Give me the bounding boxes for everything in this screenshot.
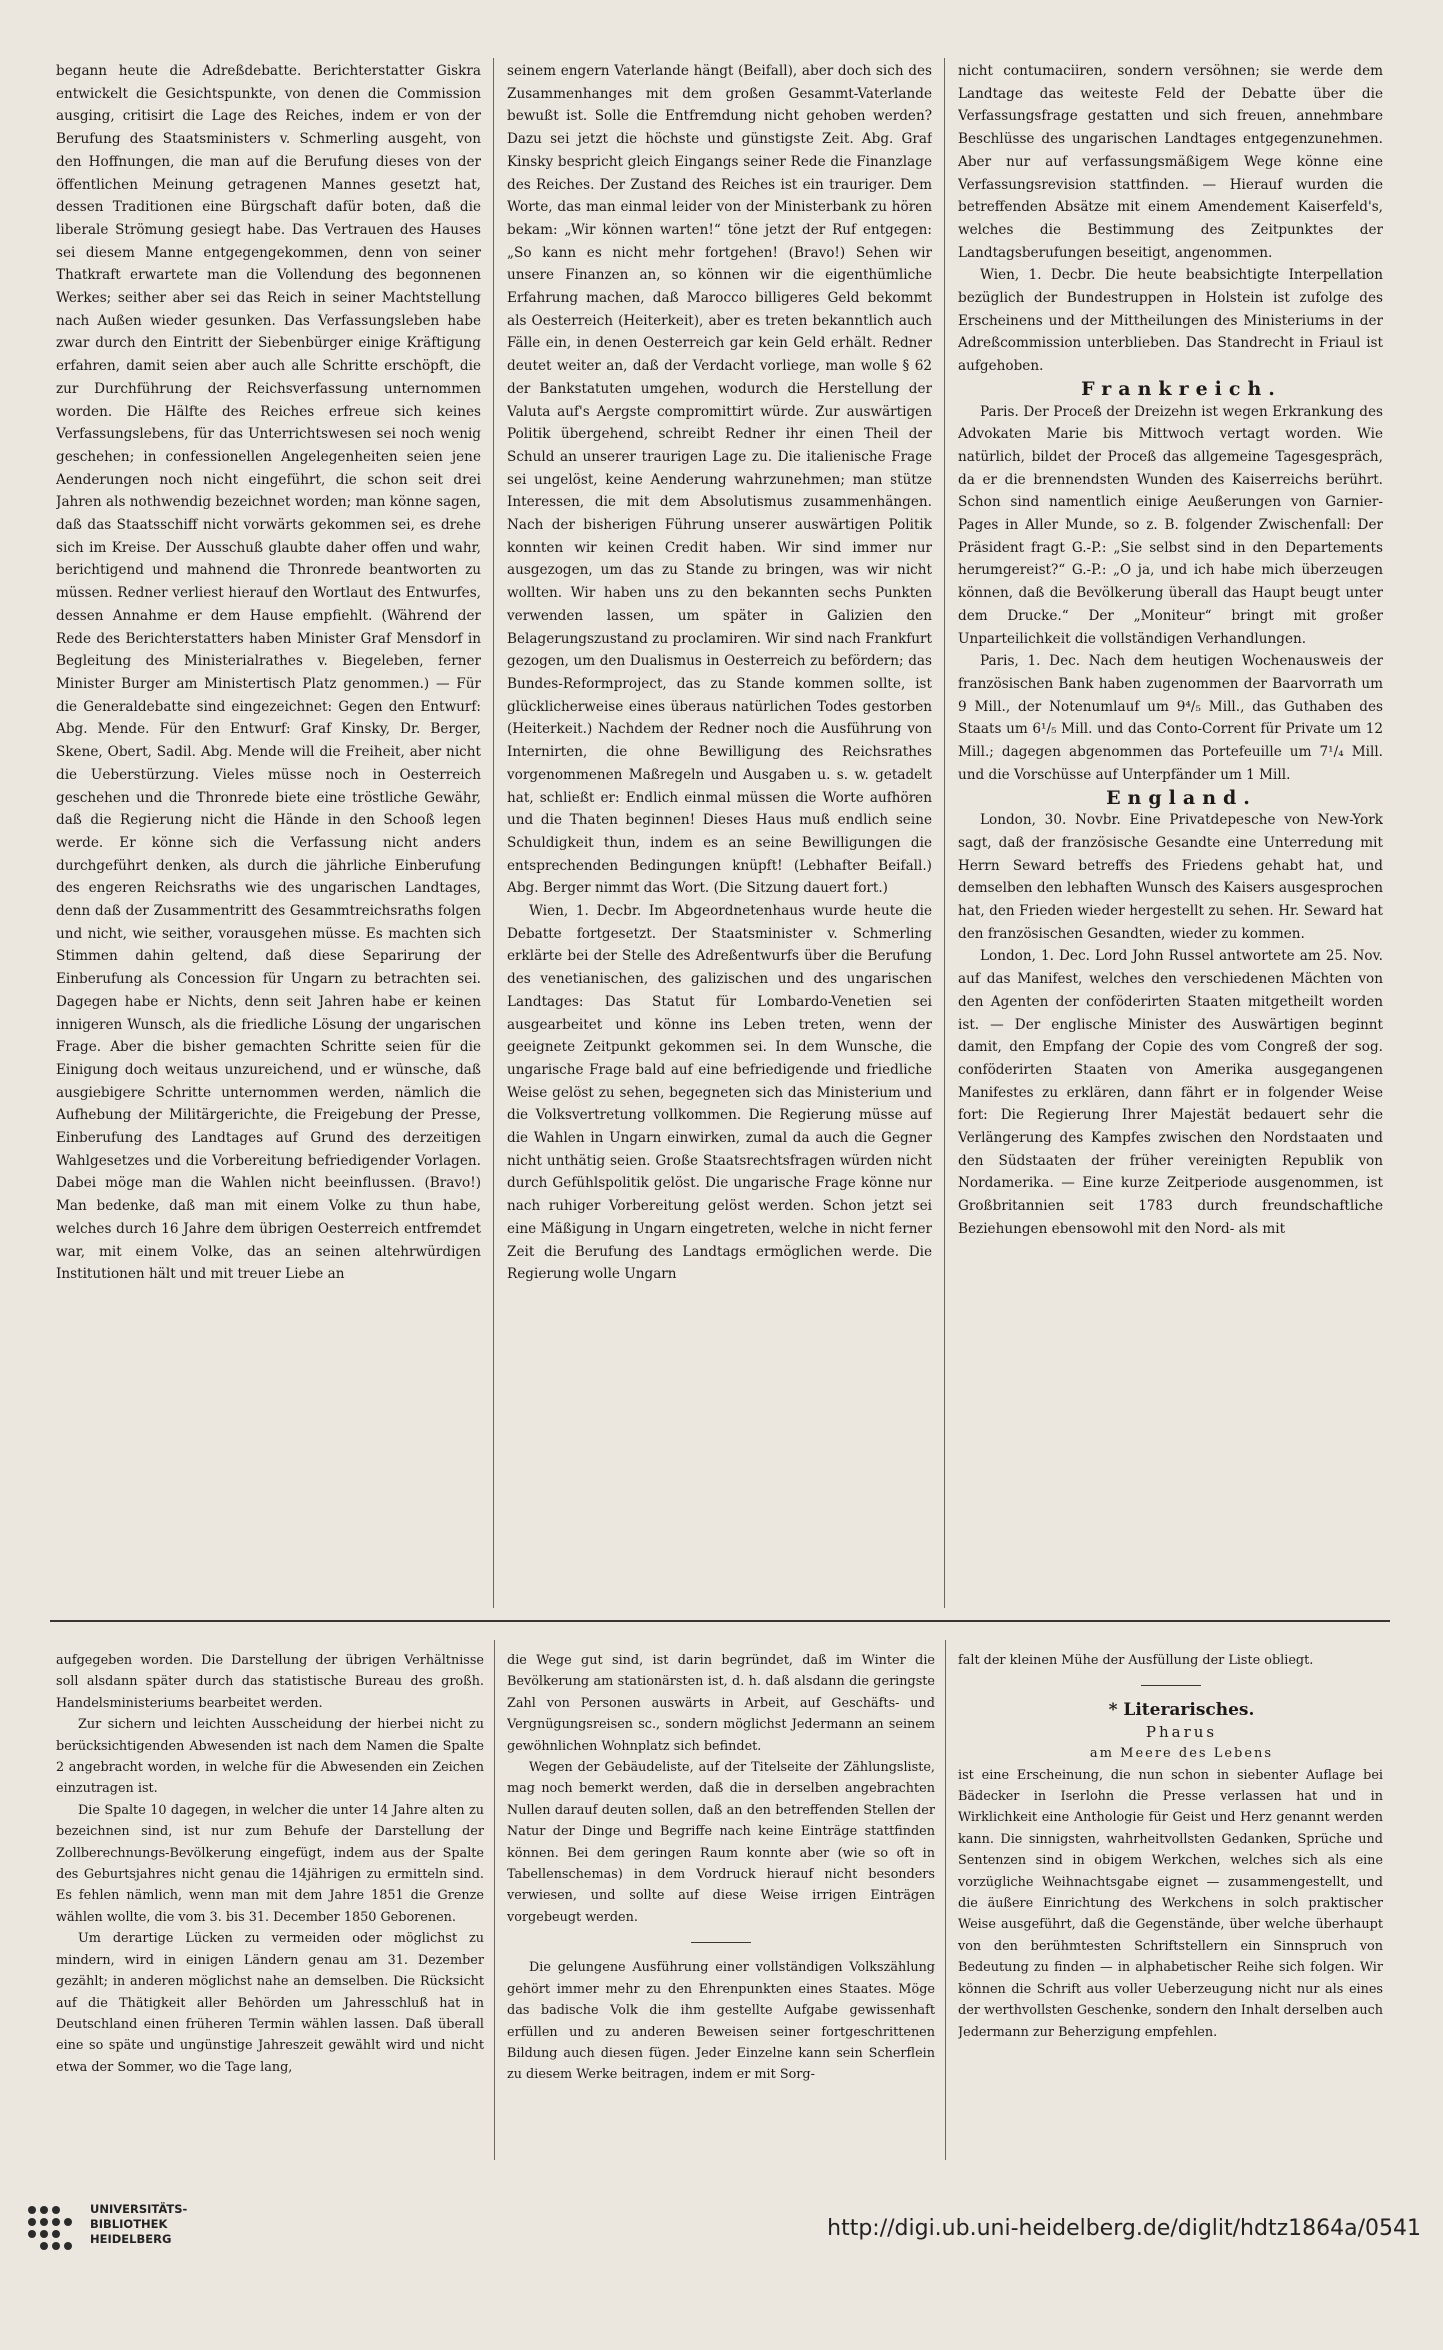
section-separator xyxy=(50,1620,1390,1622)
bottom-divider-1 xyxy=(494,1640,495,2160)
library-name-line-1: UNIVERSITÄTS- xyxy=(90,2202,188,2216)
gebaeudeliste-paragraph: Wegen der Gebäudeliste, auf der Titelseite der Zählungsliste, mag noch bemerkt werden, daß die in derselben angebrachten Nullen darauf deuten sollen, daß an den betreffenden Stellen der Natur der Dinge und Begriffe nach keine Einträge stattfinden können. Bei dem geringen Raum konnte aber (wie so oft in Tabellenschemas) in dem Vordruck hierauf nicht besonders verwiesen, und sollte auf diese Weise irrigen Einträgen vorgebeugt werden. xyxy=(507,1760,935,1925)
column-3 xyxy=(958,60,1383,1600)
volkszaehlung-paragraph-4: Um derartige Lücken zu vermeiden oder möglichst zu mindern, wird in einigen Ländern genau am 31. Dezember gezählt; in anderen möglichst nahe an demselben. Die Rücksicht auf die Thätigkeit aller Behörden um Jahresschluß hat in Deutschland einen früheren Termin wählen lassen. Daß überall eine so späte und ungünstige Jahreszeit gewählt wird und nicht etwa der Sommer, wo die Tage lang, xyxy=(56,1931,484,2075)
library-name-line-3: HEIDELBERG xyxy=(90,2232,172,2246)
article-paris-1: Paris. Der Proceß der Dreizehn ist wegen Erkrankung des Advokaten Marie bis Mittwoch vertagt worden. Wie natürlich, bildet der Proceß das allgemeine Tagesgespräch, da er die brennendsten Wunden des Kaiserreichs berührt. Schon sind namentlich einige Aeußerungen von Garnier-Pages in Aller Munde, so z. B. folgender Zwischenfall: Der Präsident fragt G.-P.: „Sie selbst sind in den Departements herumgereist?“ G.-P.: „O ja, und ich habe mich überzeugen können, daß die Bevölkerung überall das Haupt beugt unter dem Drucke.“ Der „Moniteur“ bringt mit großer Unparteilichkeit die vollständigen Verhandlungen. xyxy=(958,403,1383,647)
article-london-1: London, 30. Novbr. Eine Privatdepesche von New-York sagt, daß der französische Gesandte eine Unterredung mit Herrn Seward betreffs des Friedens gehabt hat, und demselben den lebhaften Wunsch des Kaisers ausgesprochen hat, den Frieden wieder hergestellt zu sehen. Hr. Seward hat den französischen Gesandten, wieder zu kommen. xyxy=(958,812,1383,942)
volkszaehlung-paragraph-5: die Wege gut sind, ist darin begründet, daß im Winter die Bevölkerung am stationärsten ist, d. h. daß alsdann die geringste Zahl von Personen auswärts in Arbeit, auf Geschäfts- und Vergnügungsreisen sc., sondern möglichst Jedermann an seinem gewöhnlichen Wohnplatz sich befindet. xyxy=(507,1653,935,1754)
article-wien-1: Wien, 1. Decbr. Im Abgeordnetenhaus wurde heute die Debatte fortgesetzt. Der Staatsminister v. Schmerling erklärte bei der Stelle des Adreßentwurfs über die Berufung des venetianischen, des galizischen und des ungarischen Landtages: Das Statut für Lombardo-Venetien sei ausgearbeitet und könne ins Leben treten, wenn der geeignete Zeitpunkt gekommen sei. In dem Wunsche, die ungarische Frage bald auf eine befriedigende und friedliche Weise gelöst zu sehen, begegneten sich das Ministerium und die Volksvertretung vollkommen. Die Regierung müsse auf die Wahlen in Ungarn einwirken, zumal da auch die Gegner nicht unthätig seien. Große Staatsrechtsfragen würden nicht durch Gefühlspolitik gelöst. Die ungarische Frage könne nur nach ruhiger Vorbereitung gelöst werden. Schon jetzt sei eine Mäßigung in Ungarn eingetreten, welche in nicht ferner Zeit die Berufung des Landtags ermöglichen werde. Die Regierung wolle Ungarn xyxy=(507,903,932,1283)
literary-heading: * Literarisches. xyxy=(1108,1700,1255,1721)
column-divider-1 xyxy=(493,58,494,1608)
source-url[interactable]: http://digi.ub.uni-heidelberg.de/diglit/hdtz1864a/0541 xyxy=(827,2216,1421,2241)
library-name-line-2: BIBLIOTHEK xyxy=(90,2217,168,2231)
article-continuation-2: nicht contumaciiren, sondern versöhnen; sie werde dem Landtage das weiteste Feld der Debatte über die Verfassungsfrage gestatten und sich freuen, annehmbare Beschlüsse des ungarischen Landtages entgegenzunehmen. Aber nur auf verfassungsmäßigem Wege könne eine Verfassungsrevision stattfinden. — Hierauf wurden die betreffenden Absätze mit einem Amendement Kaiserfeld's, welches die Bestimmung des Zeitpunktes der Landtagsberufungen beseitigt, angenommen. xyxy=(958,63,1383,261)
book-subtitle: am Meere des Lebens xyxy=(1089,1746,1274,1762)
closing-appeal-paragraph: Die gelungene Ausführung einer vollständigen Volkszählung gehört immer mehr zu den Ehrenpunkten eines Staates. Möge das badische Volk die ihm gestellte Aufgabe gewissenhaft erfüllen und zu anderen Beweisen seiner fortgeschrittenen Bildung auch diesen fügen. Jeder Einzelne kann sein Scherflein zu diesem Werke beitragen, indem er mit Sorg- xyxy=(507,1960,935,2083)
article-wien-2: Wien, 1. Decbr. Die heute beabsichtigte Interpellation bezüglich der Bundestruppen in Holstein ist zufolge des Erscheinens und der Mittheilungen des Ministeriums in der Adreßcommission unterblieben. Das Standrecht in Friaul ist aufgehoben. xyxy=(958,267,1383,375)
article-continuation: seinem engern Vaterlande hängt (Beifall), aber doch sich des Zusammenhanges mit dem großen Gesammt-Vaterlande bewußt ist. Solle die Entfremdung nicht gehoben werden? Dazu sei jetzt die höchste und günstigste Zeit. Abg. Graf Kinsky bespricht gleich Eingangs seiner Rede die Finanzlage des Reiches. Der Zustand des Reiches ist ein trauriger. Dem Worte, das man einmal leider von der Ministerbank zu hören bekam: „Wir können warten!“ töne jetzt der Ruf entgegen: „So kann es nicht mehr fortgehen! (Bravo!) Sehen wir unsere Finanzen an, so können wir die eigenthümliche Erfahrung machen, daß Marocco billigeres Geld bekommt als Oesterreich (Heiterkeit), aber es treten bekanntlich auch Fälle ein, in denen Oesterreich gar kein Geld erhält. Redner deutet weiter an, daß der Verdacht vorliege, man wolle § 62 der Bankstatuten umgehen, wodurch die Herstellung der Valuta auf's Aergste compromittirt würde. Zur auswärtigen Politik übergehend, schreibt Redner ihr einen Theil der Schuld an unserer traurigen Lage zu. Die italienische Frage sei ungelöst, keine Aenderung wahrzunehmen; man stütze Interessen, die mit dem Absolutismus zusammenhängen. Nach der bisherigen Führung unserer auswärtigen Politik konnten wir keinen Credit haben. Wir sind immer nur ausgezogen, um das zu Stande zu bringen, was wir nicht wollten. Wir haben uns zu den bekannten sechs Punkten verwenden lassen, um später in Galizien den Belagerungszustand zu proclamiren. Wir sind nach Frankfurt gezogen, um den Dualismus in Oesterreich zu befördern; das Bundes-Reformproject, das zu Stande kommen sollte, ist glücklicherweise eines überaus natürlichen Todes gestorben (Heiterkeit.) Nachdem der Redner noch die Ausführung von Internirten, die ohne Bewilligung des Reichsrathes vorgenommenen Maßregeln und Ausgaben u. s. w. getadelt hat, schließt er: Endlich einmal müssen die Worte aufhören und die Thaten beginnen! Dieses Haus muß endlich seine Schuldigkeit thun, indem es an seine Bewilligungen die entsprechenden Bedingungen knüpft! (Lebhafter Beifall.) Abg. Berger nimmt das Wort. (Die Sitzung dauert fort.) xyxy=(507,63,932,897)
article-paris-2: Paris, 1. Dec. Nach dem heutigen Wochenausweis der französischen Bank haben zugenommen der Baarvorrath um 9 Mill., der Notenumlauf um 9⁴/₅ Mill., das Guthaben des Staats um 6¹/₅ Mill. und das Conto-Corrent für Private um 12 Mill.; dagegen abgenommen das Portefeuille um 7¹/₄ Mill. und die Vorschüsse auf Unterpfänder um 1 Mill. xyxy=(958,653,1383,783)
column-divider-2 xyxy=(944,58,945,1608)
article-adressdebatte: begann heute die Adreßdebatte. Berichterstatter Giskra entwickelt die Gesichtspunkte, von denen die Commission ausging, critisirt die Lage des Reiches, indem er von der Berufung des Staatsministers v. Schmerling ausgeht, von den Hoffnungen, die man auf die Berufung dieses von der öffentlichen Meinung getragenen Mannes gesetzt hat, dessen Traditionen eine Bürgschaft dafür boten, daß die liberale Strömung gesiegt habe. Das Vertrauen des Hauses sei diesem Manne entgegengekommen, denn von seiner Thatkraft erwartete man die Vollendung des begonnenen Werkes; seither aber sei das Reich in seiner Machtstellung nach Außen wieder gesunken. Das Verfassungsleben habe zwar durch den Eintritt der Siebenbürger einige Kräftigung erfahren, damit seien aber auch alle Schritte erschöpft, die zur Durchführung der Reichsverfassung unternommen worden. Die Hälfte des Reiches erfreue sich keines Verfassungslebens, für das Unterrichtswesen sei noch wenig geschehen; in confessionellen Angelegenheiten seien jene Aenderungen noch nicht eingeführt, die schon seit drei Jahren als nothwendig bezeichnet worden; man könne sagen, daß das Staatsschiff nicht vorwärts gekommen sei, es drehe sich im Kreise. Der Ausschuß glaubte daher offen und wahr, berichtigend und mahnend die Thronrede beantworten zu müssen. Redner verliest hierauf den Wortlaut des Entwurfes, dessen Annahme er dem Hause empfiehlt. (Während der Rede des Berichterstatters haben Minister Graf Mensdorf in Begleitung des Ministerialrathes v. Biegeleben, ferner Minister Burger am Ministertisch Platz genommen.) — Für die Generaldebatte sind eingezeichnet: Gegen den Entwurf: Abg. Mende. Für den Entwurf: Graf Kinsky, Dr. Berger, Skene, Obert, Sadil. Abg. Mende will die Freiheit, aber nicht die Ueberstürzung. Vieles müsse noch in Oesterreich geschehen und die Thronrede biete eine tröstliche Gewähr, daß die Regierung nicht die Hände in den Schooß legen werde. Er könne sich die Verfassung nicht anders durchgeführt denken, als durch die jährliche Einberufung des engeren Reichsraths wie des ungarischen Landtages, denn daß der Zusammentritt des Gesammtreichsraths folgen und nicht, wie seither, vorausgehen müsse. Es machten sich Stimmen dahin geltend, daß diese Separirung der Einberufung als Concession für Ungarn zu betrachten sei. Dagegen habe er Nichts, denn seit Jahren habe er keinen innigeren Wunsch, als die friedliche Lösung der ungarischen Frage. Aber die bisher gemachten Schritte seien für die Einigung doch weitaus unzureichend, und er wünsche, daß ausgiebigere Schritte unternommen werden, nämlich die Aufhebung der Militärgerichte, die Freigebung der Presse, Einberufung des Landtages auf Grund des derzeitigen Wahlgesetzes und die Vorbereitung befriedigender Vorlagen. Dabei möge man die Wahlen nicht beeinflussen. (Bravo!) Man bedenke, daß man mit einem Volke zu thun habe, welches durch 16 Jahre dem übrigen Oesterreich entfremdet war, mit einem Volke, das an seinen altehrwürdigen Institutionen hält und mit treuer Liebe an xyxy=(56,63,481,1283)
section-heading-frankreich: Frankreich. xyxy=(1081,377,1282,400)
literary-divider xyxy=(1141,1685,1201,1686)
column-2 xyxy=(507,60,932,1600)
bottom-column-3 xyxy=(958,1650,1383,2150)
section-heading-england: England. xyxy=(1106,786,1257,809)
short-divider xyxy=(691,1942,751,1943)
volkszaehlung-paragraph-end: falt der kleinen Mühe der Ausfüllung der Liste obliegt. xyxy=(958,1653,1314,1668)
library-name xyxy=(90,2202,250,2247)
volkszaehlung-paragraph-1: aufgegeben worden. Die Darstellung der übrigen Verhältnisse soll alsdann später durch das statistische Bureau des großh. Handelsministeriums bearbeitet werden. xyxy=(56,1653,484,1711)
article-london-2: London, 1. Dec. Lord John Russel antwortete am 25. Nov. auf das Manifest, welches den verschiedenen Mächten von den Agenten der conföderirten Staaten mitgetheilt worden ist. — Der englische Minister des Auswärtigen beginnt damit, den Empfang der Copie des vom Congreß der sog. conföderirten Staaten von Amerika ausgegangenen Manifestes zu erklären, dann fährt er in folgender Weise fort: Die Regierung Ihrer Majestät bedauert sehr die Verlängerung des Kampfes zwischen den Nordstaaten und den Südstaaten der früher vereinigten Republik von Nordamerika. — Eine kurze Zeitperiode ausgenommen, ist Großbritannien seit 1783 durch freundschaftliche Beziehungen ebensowohl mit den Nord- als mit xyxy=(958,948,1383,1237)
volkszaehlung-paragraph-2: Zur sichern und leichten Ausscheidung der hierbei nicht zu berücksichtigenden Abwesenden ist nach dem Namen die Spalte 2 angebracht worden, in welche für die Abwesenden ein Zeichen einzutragen ist. xyxy=(56,1717,484,1797)
book-title: Pharus xyxy=(1145,1722,1218,1741)
volkszaehlung-paragraph-3: Die Spalte 10 dagegen, in welcher die unter 14 Jahre alten zu bezeichnen sind, ist nur zum Behufe der Darstellung der Zollberechnungs-Bevölkerung eingefügt, indem aus der Spalte des Geburtsjahres nicht genau die 14jährigen zu ermitteln sind. Es fehlen nämlich, wenn man mit dem Jahre 1851 die Grenze wählen wollte, die vom 3. bis 31. December 1850 Geborenen. xyxy=(56,1802,484,1925)
footer xyxy=(0,2180,1443,2350)
book-review: ist eine Erscheinung, die nun schon in siebenter Auflage bei Bädecker in Iserlohn die Presse verlassen hat und in Wirklichkeit eine Anthologie für Geist und Herz genannt werden kann. Die sinnigsten, wahrheitvollsten Gedanken, Sprüche und Sentenzen sind in obigem Werkchen, welches sich als eine vorzügliche Weihnachtsgabe eignet — zusammengestellt, und die äußere Einrichtung des Werkchens in solch praktischer Weise ausgeführt, daß die Gegenstände, über welche überhaupt von den berühmtesten Schriftstellern ein Sinnspruch von Bedeutung zu finden — in alphabetischer Reihe sich folgen. Wir können die Schrift aus voller Ueberzeugung nicht nur als eines der werthvollsten Geschenke, sondern den Inhalt derselben auch Jedermann zur Beherzigung empfehlen. xyxy=(958,1767,1383,2040)
library-logo-icon xyxy=(24,2202,80,2258)
bottom-column-2 xyxy=(507,1650,935,2150)
column-1 xyxy=(56,60,481,1600)
bottom-divider-2 xyxy=(945,1640,946,2160)
bottom-column-1 xyxy=(56,1650,484,2150)
